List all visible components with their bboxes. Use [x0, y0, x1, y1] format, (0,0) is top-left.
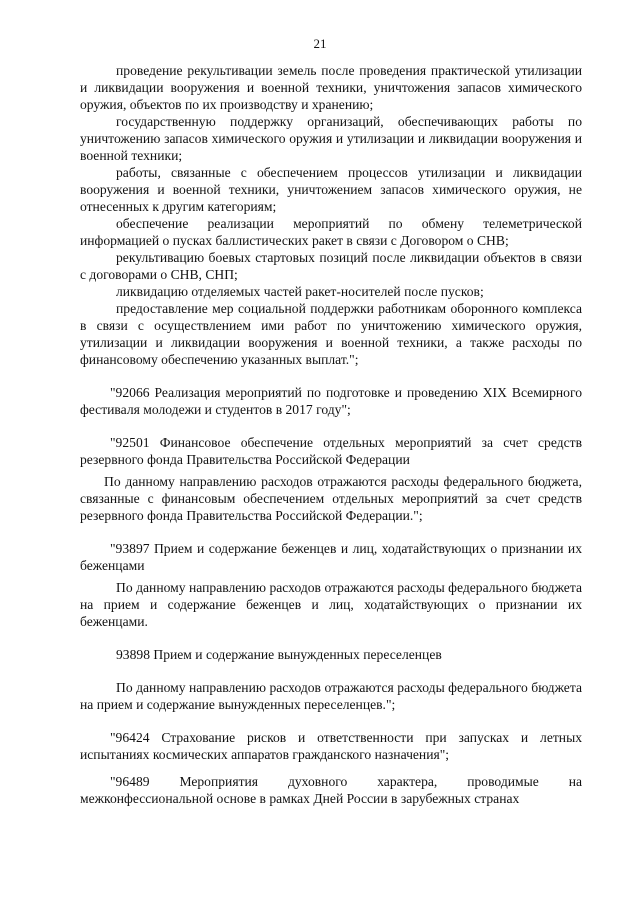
paragraph-telemetry-exchange: обеспечение реализации мероприятий по обмену телеметрической информацией о пусках баллистических ракет в связи с Договором о СНВ;: [80, 216, 582, 248]
paragraph-92501-description: По данному направлению расходов отражаются расходы федерального бюджета, связанные с финансовым обеспечением отдельных мероприятий за счет средств резервного фонда Правительства Российской Федерации.";: [80, 474, 582, 523]
paragraph-code-92066: "92066 Реализация мероприятий по подготовке и проведению XIX Всемирного фестиваля молодежи и студентов в 2017 году";: [80, 385, 582, 417]
paragraph-code-93898: 93898 Прием и содержание вынужденных переселенцев: [116, 647, 442, 662]
page-number: 21: [313, 36, 327, 51]
paragraph-state-support: государственную поддержку организаций, обеспечивающих работы по уничтожению запасов химического оружия и утилизации и ликвидации вооружения и военной техники;: [80, 114, 582, 163]
paragraph-code-93897: "93897 Прием и содержание беженцев и лиц, ходатайствующих о признании их беженцами: [80, 541, 582, 573]
paragraph-code-96424: "96424 Страхование рисков и ответственности при запусках и летных испытаниях космических аппаратов гражданского назначения";: [80, 730, 582, 762]
paragraph-93898-description: По данному направлению расходов отражаются расходы федерального бюджета на прием и содержание вынужденных переселенцев.";: [80, 680, 582, 712]
paragraph-code-96489: "96489 Мероприятия духовного характера, проводимые на межконфессиональной основе в рамках Дней России в зарубежных странах: [80, 774, 582, 806]
paragraph-launch-sites: рекультивацию боевых стартовых позиций после ликвидации объектов в связи с договорами о СНВ, СНП;: [80, 250, 582, 282]
paragraph-recultivation: проведение рекультивации земель после проведения практической утилизации и ликвидации вооружения и военной техники, уничтожения запасов химического оружия, объектов по их производству и хранению;: [80, 63, 582, 112]
paragraph-utilization-works: работы, связанные с обеспечением процессов утилизации и ликвидации вооружения и военной техники, уничтожением запасов химического оружия, не отнесенных к другим категориям;: [80, 165, 582, 214]
paragraph-93897-description: По данному направлению расходов отражаются расходы федерального бюджета на прием и содержание беженцев и лиц, ходатайствующих о признании их беженцами.: [80, 580, 582, 629]
document-body: [80, 62, 582, 807]
paragraph-rocket-parts: ликвидацию отделяемых частей ракет-носителей после пусков;: [116, 284, 484, 299]
paragraph-code-92501: "92501 Финансовое обеспечение отдельных мероприятий за счет средств резервного фонда Правительства Российской Федерации: [80, 435, 582, 467]
paragraph-social-support: предоставление мер социальной поддержки работникам оборонного комплекса в связи с осуществлением ими работ по уничтожению химического оружия, утилизации и ликвидации вооружения и военной техники, а также расходы по финансовому обеспечению указанных выплат.";: [80, 301, 582, 367]
